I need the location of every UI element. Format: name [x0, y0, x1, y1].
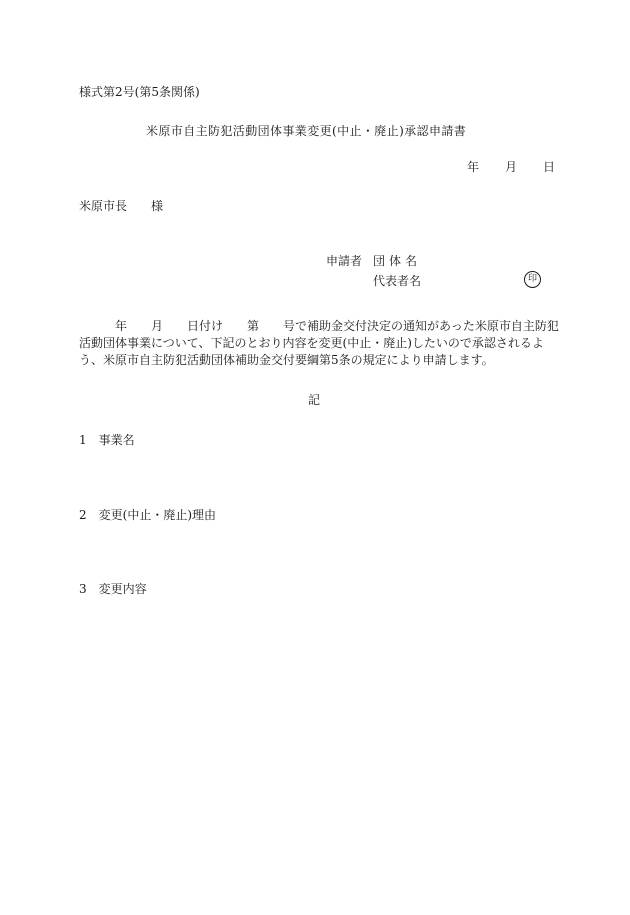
seal-mark: 印	[524, 271, 541, 288]
ki-heading: 記	[308, 393, 321, 407]
addressee: 米原市長 様	[79, 199, 164, 213]
document-title: 米原市自主防犯活動団体事業変更(中止・廃止)承認申請書	[146, 124, 467, 138]
body-line: う、米原市自主防犯活動団体補助金交付要綱第5条の規定により申請します。	[79, 353, 494, 367]
form-number: 様式第2号(第5条関係)	[79, 85, 200, 99]
org-name-label: 団体名	[373, 254, 422, 268]
body-line: 年 月 日付け 第 号で補助金交付決定の通知があった米原市自主防犯	[79, 319, 559, 333]
date-month: 月	[505, 160, 518, 174]
body-line: 活動団体事業について、下記のとおり内容を変更(中止・廃止)したいので承認されるよ	[79, 336, 544, 350]
representative-label: 代表者名	[373, 274, 422, 288]
item-business-name: 1 事業名	[79, 433, 135, 447]
applicant-label: 申請者	[326, 254, 363, 268]
date-year: 年	[467, 160, 480, 174]
item-change-reason: 2 変更(中止・廃止)理由	[79, 508, 216, 522]
item-change-content: 3 変更内容	[79, 582, 147, 596]
date-row	[467, 159, 555, 175]
date-day: 日	[543, 160, 556, 174]
body-paragraph	[79, 318, 559, 369]
